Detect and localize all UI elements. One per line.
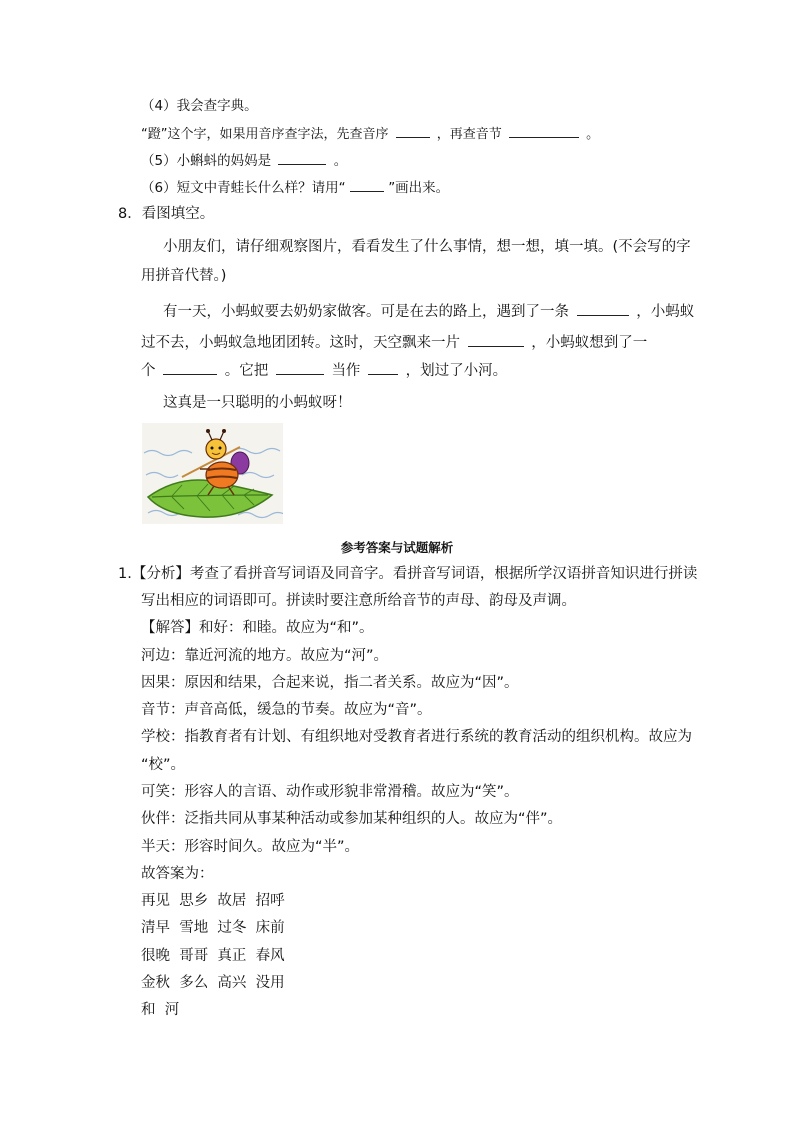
blank-underline-mark <box>350 178 384 192</box>
answer-line: 伙伴：泛指共同从事某种活动或参加某种组织的人。故应为“伴”。 <box>141 811 563 827</box>
answer-1-analysis-line2: 写出相应的词语即可。拼读时要注意所给音节的声母、韵母及声调。 <box>141 593 576 609</box>
blank-yinxu[interactable] <box>396 124 430 138</box>
story-text-3d: ，划过了小河。 <box>405 363 508 379</box>
answer-word-row: 和 河 <box>141 1002 180 1018</box>
ant-leaf-svg <box>142 423 283 524</box>
q8-heading: 8．看图填空。 <box>118 206 215 222</box>
answer-word-row: 再见 思乡 故居 招呼 <box>141 893 285 909</box>
story-text-2a: 过不去，小蚂蚁急地团团转。这时，天空飘来一片 <box>141 335 460 351</box>
blank-tadpole-mother[interactable] <box>278 151 326 165</box>
blank-boat[interactable] <box>368 361 398 375</box>
q7-item4-text-c: 。 <box>586 127 600 142</box>
story-text-1a: 有一天，小蚂蚁要去奶奶家做客。可是在去的路上，遇到了一条 <box>163 304 569 320</box>
story-text-3b: 。它把 <box>224 363 269 379</box>
q7-item4-text-b: ，再查音节 <box>436 127 502 142</box>
answer-line: 学校：指教育者有计划、有组织地对受教育者进行系统的教育活动的组织机构。故应为 <box>141 729 692 745</box>
answer-line: 河边：靠近河流的地方。故应为“河”。 <box>141 648 389 664</box>
q8-intro-line2: 用拼音代替。) <box>141 268 227 284</box>
blank-leaf[interactable] <box>468 333 524 347</box>
story-text-2b: ，小蚂蚁想到了一 <box>531 335 648 351</box>
answer-line: 【解答】和好：和睦。故应为“和”。 <box>141 620 374 636</box>
answer-section-title: 参考答案与试题解析 <box>340 540 454 555</box>
blank-idea[interactable] <box>163 361 217 375</box>
q7-item4-detail <box>141 124 599 144</box>
answer-line: 故答案为： <box>141 866 214 882</box>
q7-item4: （4）我会查字典。 <box>141 98 258 114</box>
q8-story-line3 <box>141 361 507 380</box>
q7-item5-text-a: （5）小蝌蚪的妈妈是 <box>141 153 272 169</box>
blank-yinjie[interactable] <box>509 124 579 138</box>
q7-item6-text-b: ”画出来。 <box>388 180 450 196</box>
q7-item5 <box>141 151 347 170</box>
answer-1-analysis-line1: 1.【分析】考查了看拼音写词语及同音字。看拼音写词语，根据所学汉语拼音知识进行拼读 <box>118 566 698 582</box>
q7-item4-text-a: “蹬”这个字，如果用音序查字法，先查音序 <box>141 127 389 142</box>
blank-object[interactable] <box>276 361 324 375</box>
answer-line: 半天：形容时间久。故应为“半”。 <box>141 839 360 855</box>
ant-on-leaf-illustration <box>142 423 283 524</box>
answer-line: “校”。 <box>141 757 186 773</box>
q8-story-line2 <box>141 333 647 352</box>
answer-word-row: 金秋 多么 高兴 没用 <box>141 975 285 991</box>
answer-word-row: 清早 雪地 过冬 床前 <box>141 920 285 936</box>
blank-river[interactable] <box>577 302 629 316</box>
q8-story-line1 <box>163 302 694 321</box>
story-text-1b: ，小蚂蚁 <box>636 304 695 320</box>
q8-closing: 这真是一只聪明的小蚂蚁呀！ <box>163 395 352 411</box>
answer-line: 因果：原因和结果，合起来说，指二者关系。故应为“因”。 <box>141 675 519 691</box>
story-text-3a: 个 <box>141 363 156 379</box>
q7-item6 <box>141 178 449 197</box>
q7-item5-text-b: 。 <box>333 153 348 169</box>
q7-item6-text-a: （6）短文中青蛙长什么样？请用“ <box>141 180 346 196</box>
answer-line: 音节：声音高低，缓急的节奏。故应为“音”。 <box>141 702 432 718</box>
answer-line: 可笑：形容人的言语、动作或形貌非常滑稽。故应为“笑”。 <box>141 784 519 800</box>
q8-intro-line1: 小朋友们，请仔细观察图片，看看发生了什么事情，想一想，填一填。(不会写的字 <box>163 239 691 255</box>
answer-word-row: 很晚 哥哥 真正 春风 <box>141 948 285 964</box>
story-text-3c: 当作 <box>331 363 361 379</box>
